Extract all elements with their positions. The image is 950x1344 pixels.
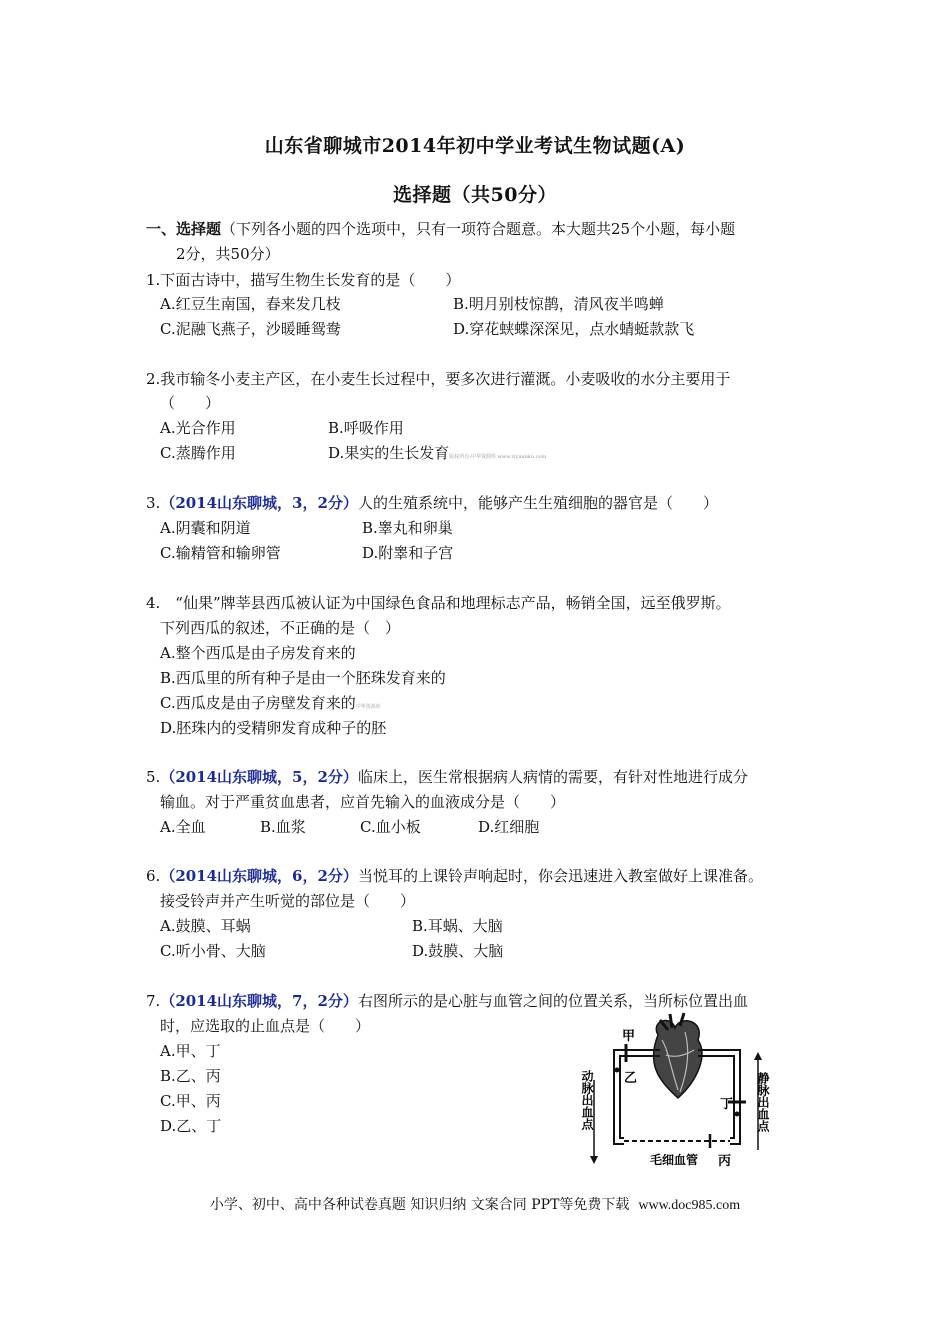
q7-stem (146, 991, 748, 1011)
q7-number: 7. (146, 992, 161, 1010)
label-bing: 丙 (718, 1154, 732, 1169)
q6-option-c: C.听小骨、大脑 (160, 942, 266, 960)
heart-icon (654, 1013, 702, 1098)
q2-option-d (328, 443, 546, 467)
q1-option-b: B.明月别枝惊鹊，清风夜半鸣蝉 (453, 295, 664, 313)
q4-stem-2: 下列西瓜的叙述，不正确的是（ ） (160, 619, 401, 637)
q7-option-a: A.甲、丁 (160, 1042, 221, 1060)
q7-option-b: B.乙、丙 (160, 1067, 221, 1085)
q7-option-d: D.乙、丁 (160, 1117, 222, 1135)
q2-option-c: C.蒸腾作用 (160, 444, 236, 462)
q4-option-c-text: C.西瓜皮是由子房壁发育来的 (160, 694, 356, 712)
section-instruction (146, 219, 735, 239)
q3-option-d: D.附睾和子宫 (362, 544, 454, 562)
section-label: 一、选择题 (146, 220, 222, 238)
q4-option-b: B.西瓜里的所有种子是由一个胚珠发育来的 (160, 669, 446, 687)
q1-option-c: C.泥融飞燕子，沙暖睡鸳鸯 (160, 320, 341, 338)
q4-watermark: 中华资源库 (355, 704, 381, 710)
section-subtitle: 选择题（共50分） (393, 184, 557, 206)
q2-option-d-text: D.果实的生长发育 (328, 444, 450, 462)
q3-option-a: A.阴囊和阴道 (160, 519, 251, 537)
q6-stem (146, 866, 763, 886)
q5-stem-text: 临床上，医生常根据病人病情的需要，有针对性地进行成分 (357, 768, 748, 786)
q6-stem-text: 当悦耳的上课铃声响起时，你会迅速进入教室做好上课准备。 (357, 867, 763, 885)
footer-text: 小学、初中、高中各种试卷真题 知识归纳 文案合同 PPT等免费下载 (209, 1197, 630, 1213)
q6-source: （2014山东聊城，6，2分） (160, 867, 358, 885)
q2-watermark: 版权所有:中华资源库 www.ziyuanku.com (449, 454, 547, 460)
q6-option-d: D.鼓膜、大脑 (412, 942, 504, 960)
q5-source: （2014山东聊城，5，2分） (160, 768, 358, 786)
label-artery: 动脉出血点 (580, 1070, 594, 1130)
footer-url[interactable]: www.doc985.com (638, 1198, 741, 1213)
q3-source: （2014山东聊城，3，2分） (160, 494, 358, 512)
q5-option-b: B.血浆 (260, 818, 306, 836)
label-ding: 丁 (720, 1097, 734, 1112)
q5-stem-2: 输血。对于严重贫血患者，应首先输入的血液成分是（ ） (160, 793, 566, 811)
q7-stem-text: 右图所示的是心脏与血管之间的位置关系，当所标位置出血 (357, 992, 748, 1010)
q6-option-b: B.耳蜗、大脑 (412, 917, 503, 935)
page-title: 山东省聊城市2014年初中学业考试生物试题(A) (264, 135, 686, 157)
q2-option-a: A.光合作用 (160, 419, 236, 437)
q4-option-c (160, 693, 381, 717)
q4-option-d: D.胚珠内的受精卵发育成种子的胚 (160, 719, 387, 737)
q3-stem-text: 人的生殖系统中，能够产生生殖细胞的器官是（ ） (357, 494, 718, 512)
q6-stem-2: 接受铃声并产生听觉的部位是（ ） (160, 892, 416, 910)
q7-source: （2014山东聊城，7，2分） (160, 992, 358, 1010)
q5-number: 5. (146, 768, 161, 786)
q3-number: 3. (146, 494, 161, 512)
instruction-text-2: 2分，共50分） (176, 245, 280, 263)
q4-stem: 4. “仙果”牌莘县西瓜被认证为中国绿色食品和地理标志产品，畅销全国，远至俄罗斯。 (146, 594, 731, 612)
page-footer (0, 1194, 950, 1214)
q6-number: 6. (146, 867, 161, 885)
q1-stem: 1.下面古诗中，描写生物生长发育的是（ ） (146, 271, 461, 289)
q5-option-d: D.红细胞 (478, 818, 540, 836)
q3-option-b: B.睾丸和卵巢 (362, 519, 453, 537)
q3-option-c: C.输精管和输卵管 (160, 544, 281, 562)
q4-option-a: A.整个西瓜是由子房发育来的 (160, 644, 356, 662)
label-yi: 乙 (624, 1071, 638, 1086)
q7-stem-2: 时，应选取的止血点是（ ） (160, 1017, 371, 1035)
q1-option-d: D.穿花蛱蝶深深见，点水蜻蜓款款飞 (453, 320, 695, 338)
q6-option-a: A.鼓膜、耳蜗 (160, 917, 251, 935)
q5-option-a: A.全血 (160, 818, 206, 836)
heart-vessel-diagram (580, 1010, 780, 1170)
label-capillary: 毛细血管 (650, 1153, 699, 1167)
q2-stem-2: （ ） (160, 394, 221, 412)
instruction-text-1: （下列各小题的四个选项中，只有一项符合题意。本大题共25个小题，每小题 (221, 220, 736, 238)
q7-option-c: C.甲、丙 (160, 1092, 221, 1110)
q1-option-a: A.红豆生南国，春来发几枝 (160, 295, 341, 313)
q2-option-b: B.呼吸作用 (328, 419, 404, 437)
q3-stem (146, 493, 718, 513)
label-vein: 静脉出血点 (756, 1072, 770, 1132)
q5-option-c: C.血小板 (360, 818, 421, 836)
q2-stem: 2.我市输冬小麦主产区，在小麦生长过程中，要多次进行灌溉。小麦吸收的水分主要用于 (146, 370, 731, 388)
label-jia: 甲 (622, 1029, 636, 1044)
q5-stem (146, 767, 748, 787)
